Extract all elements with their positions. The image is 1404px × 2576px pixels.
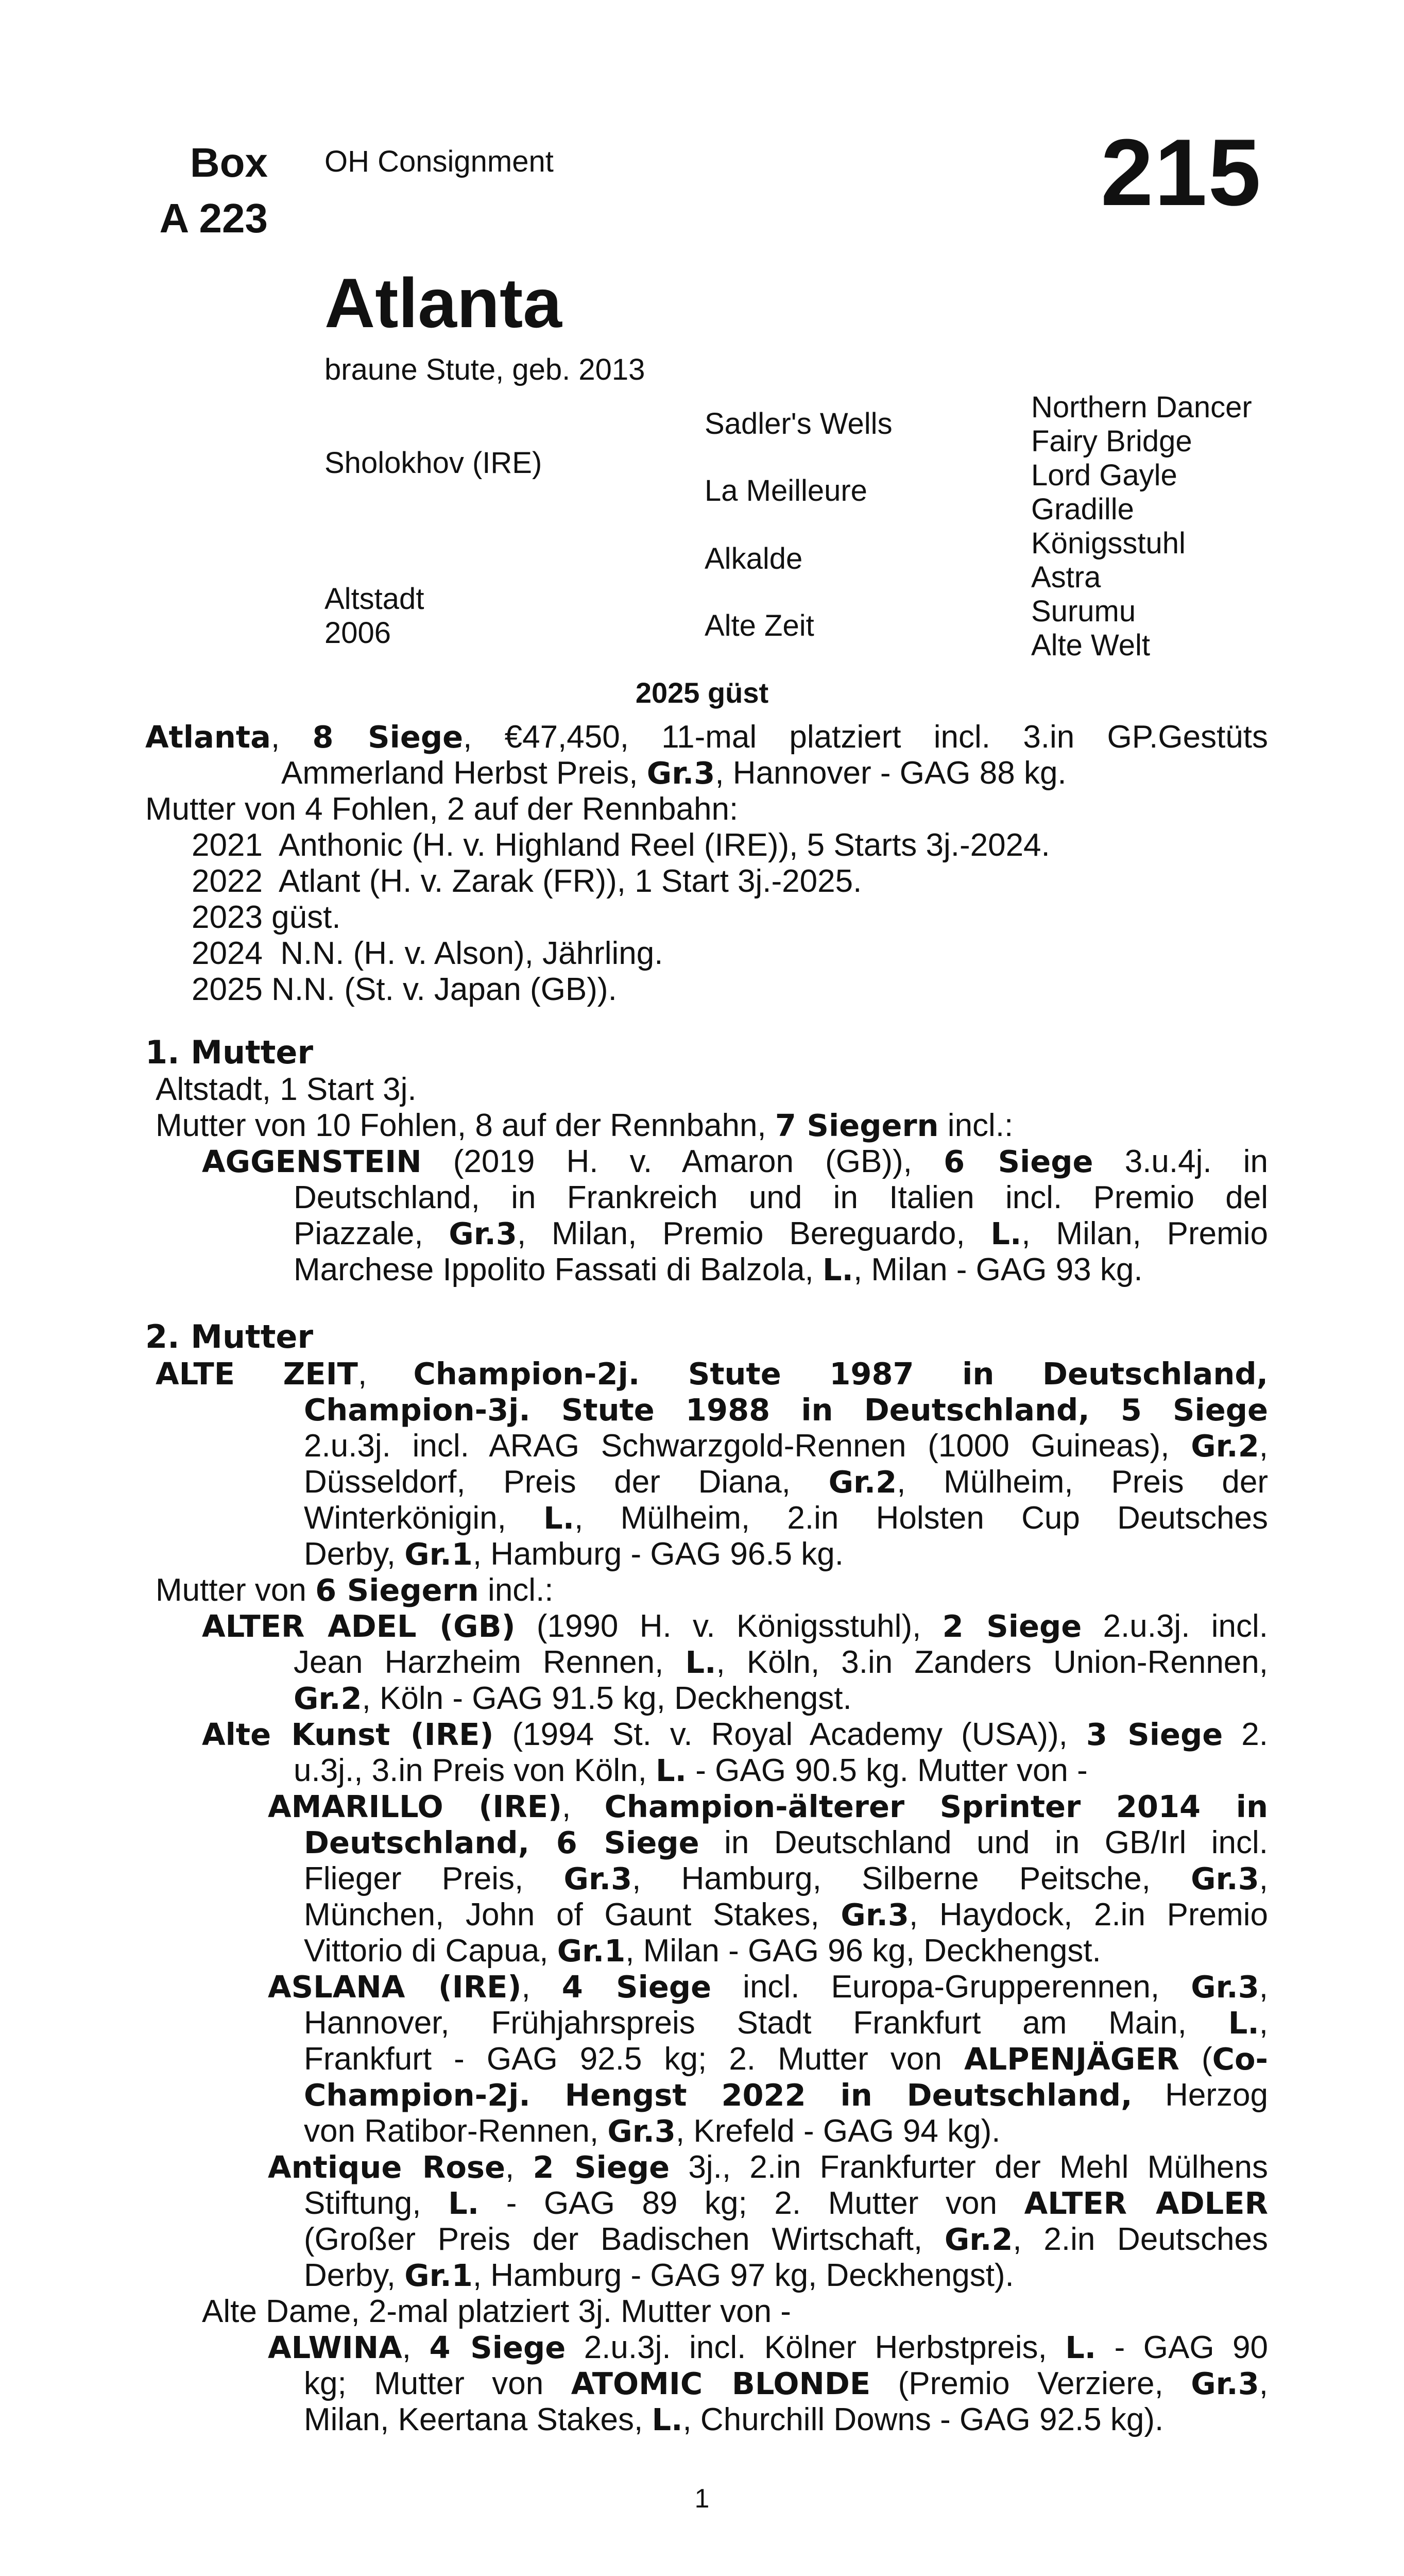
alte-kunst-line: u.3j., 3.in Preis von Köln, L. - GAG 90.5 kg. Mutter von - bbox=[294, 1753, 1088, 1788]
produce-intro: Mutter von 4 Fohlen, 2 auf der Rennbahn: bbox=[145, 791, 739, 827]
alte-zeit-line: Winterkönigin, L., Mülheim, 2.in Holsten Cup Deutsches bbox=[304, 1500, 1268, 1536]
aslana-line: Hannover, Frühjahrspreis Stadt Frankfurt am Main, L., bbox=[304, 2005, 1268, 2041]
box-label: Box bbox=[190, 140, 268, 185]
second-dam-mutter-von: Mutter von 6 Siegern incl.: bbox=[156, 1572, 554, 1608]
alte-zeit-line: Düsseldorf, Preis der Diana, Gr.2, Mülheim, Preis der bbox=[304, 1464, 1269, 1500]
horse-description: braune Stute, geb. 2013 bbox=[324, 353, 645, 386]
pedigree-grandparent: Alkalde bbox=[705, 542, 803, 575]
alwina-line: Milan, Keertana Stakes, L., Churchill Downs - GAG 92.5 kg). bbox=[304, 2402, 1164, 2437]
aggenstein-line: AGGENSTEIN (2019 H. v. Amaron (GB)), 6 Siege 3.u.4j. in bbox=[202, 1144, 1269, 1179]
produce-item: 2024 N.N. (H. v. Alson), Jährling. bbox=[192, 936, 663, 971]
second-dam-heading: 2. Mutter bbox=[145, 1318, 314, 1355]
alter-adel-line: Gr.2, Köln - GAG 91.5 kg, Deckhengst. bbox=[294, 1681, 852, 1716]
pedigree-grandparent: La Meilleure bbox=[705, 474, 867, 507]
pedigree-great-grandparent: Lord Gayle bbox=[1031, 459, 1177, 492]
aggenstein-line: Piazzale, Gr.3, Milan, Premio Bereguardo, L., Milan, Premio bbox=[294, 1216, 1268, 1251]
performance-line: Ammerland Herbst Preis, Gr.3, Hannover - GAG 88 kg. bbox=[281, 755, 1067, 791]
amarillo-line: AMARILLO (IRE), Champion-älterer Sprinter 2014 in bbox=[268, 1789, 1268, 1824]
alwina-line: ALWINA, 4 Siege 2.u.3j. incl. Kölner Herbstpreis, L. - GAG 90 bbox=[268, 2330, 1269, 2365]
alte-zeit-line: ALTE ZEIT, Champion-2j. Stute 1987 in Deutschland, bbox=[156, 1356, 1268, 1392]
amarillo-line: Deutschland, 6 Siege in Deutschland und in GB/Irl incl. bbox=[304, 1825, 1268, 1860]
horse-name: Atlanta bbox=[324, 264, 562, 342]
alte-zeit-line: Derby, Gr.1, Hamburg - GAG 96.5 kg. bbox=[304, 1536, 844, 1572]
aggenstein-line: Marchese Ippolito Fassati di Balzola, L., Milan - GAG 93 kg. bbox=[294, 1252, 1143, 1287]
pedigree-great-grandparent: Surumu bbox=[1031, 595, 1136, 628]
antique-rose-line: Stiftung, L. - GAG 89 kg; 2. Mutter von ALTER ADLER bbox=[304, 2185, 1269, 2221]
alwina-line: kg; Mutter von ATOMIC BLONDE (Premio Verziere, Gr.3, bbox=[304, 2366, 1268, 2401]
produce-item: 2022 Atlant (H. v. Zarak (FR)), 1 Start 3j.-2025. bbox=[192, 863, 862, 899]
amarillo-line: Flieger Preis, Gr.3, Hamburg, Silberne Peitsche, Gr.3, bbox=[304, 1861, 1268, 1896]
consignor: OH Consignment bbox=[324, 145, 554, 178]
pedigree-great-grandparent: Gradille bbox=[1031, 493, 1134, 526]
pedigree-dam-year: 2006 bbox=[324, 616, 391, 650]
lot-number: 215 bbox=[1101, 119, 1262, 225]
first-dam-line: Mutter von 10 Fohlen, 8 auf der Rennbahn, 7 Siegern incl.: bbox=[156, 1108, 1014, 1143]
pedigree-great-grandparent: Alte Welt bbox=[1031, 629, 1151, 662]
pedigree-great-grandparent: Astra bbox=[1031, 561, 1101, 594]
pedigree-great-grandparent: Königsstuhl bbox=[1031, 527, 1186, 560]
amarillo-line: Vittorio di Capua, Gr.1, Milan - GAG 96 kg, Deckhengst. bbox=[304, 1933, 1101, 1969]
box-label-block bbox=[144, 135, 268, 246]
first-dam-line: Altstadt, 1 Start 3j. bbox=[156, 1072, 417, 1107]
amarillo-line: München, John of Gaunt Stakes, Gr.3, Haydock, 2.in Premio bbox=[304, 1897, 1268, 1933]
antique-rose-line: Antique Rose, 2 Siege 3j., 2.in Frankfurter der Mehl Mülhens bbox=[268, 2149, 1268, 2185]
page-number: 1 bbox=[694, 2484, 710, 2514]
produce-item: 2023 güst. bbox=[192, 900, 341, 935]
pedigree-grandparent: Sadler's Wells bbox=[705, 407, 893, 440]
performance-line: Atlanta, 8 Siege, €47,450, 11-mal platziert incl. 3.in GP.Gestüts bbox=[145, 719, 1269, 755]
alter-adel-line: Jean Harzheim Rennen, L., Köln, 3.in Zanders Union-Rennen, bbox=[294, 1645, 1268, 1680]
alte-zeit-line: 2.u.3j. incl. ARAG Schwarzgold-Rennen (1000 Guineas), Gr.2, bbox=[304, 1428, 1268, 1464]
antique-rose-line: Derby, Gr.1, Hamburg - GAG 97 kg, Deckhengst). bbox=[304, 2258, 1014, 2293]
box-number: A 223 bbox=[159, 195, 268, 241]
pedigree-great-grandparent: Northern Dancer bbox=[1031, 391, 1252, 424]
produce-item: 2021 Anthonic (H. v. Highland Reel (IRE)), 5 Starts 3j.-2024. bbox=[192, 827, 1050, 863]
pedigree-dam-name: Altstadt bbox=[324, 582, 424, 616]
alte-kunst-line: Alte Kunst (IRE) (1994 St. v. Royal Academy (USA)), 3 Siege 2. bbox=[202, 1717, 1269, 1752]
alter-adel-line: ALTER ADEL (GB) (1990 H. v. Königsstuhl), 2 Siege 2.u.3j. incl. bbox=[202, 1608, 1268, 1644]
alte-dame-line: Alte Dame, 2-mal platziert 3j. Mutter von - bbox=[202, 2294, 791, 2329]
first-dam-heading: 1. Mutter bbox=[145, 1033, 314, 1071]
pedigree-sire: Sholokhov (IRE) bbox=[324, 446, 542, 480]
aslana-line: Champion-2j. Hengst 2022 in Deutschland, Herzog bbox=[304, 2077, 1268, 2113]
aslana-line: Frankfurt - GAG 92.5 kg; 2. Mutter von ALPENJÄGER (Co- bbox=[304, 2041, 1268, 2077]
aslana-line: ASLANA (IRE), 4 Siege incl. Europa-Grupperennen, Gr.3, bbox=[268, 1969, 1268, 2005]
status-2025: 2025 güst bbox=[635, 676, 769, 709]
pedigree-dam bbox=[324, 582, 424, 650]
produce-item: 2025 N.N. (St. v. Japan (GB)). bbox=[192, 972, 617, 1007]
pedigree-great-grandparent: Fairy Bridge bbox=[1031, 425, 1192, 458]
aslana-line: von Ratibor-Rennen, Gr.3, Krefeld - GAG 94 kg). bbox=[304, 2113, 1001, 2149]
antique-rose-line: (Großer Preis der Badischen Wirtschaft, Gr.2, 2.in Deutsches bbox=[304, 2222, 1268, 2257]
alte-zeit-line: Champion-3j. Stute 1988 in Deutschland, 5 Siege bbox=[304, 1392, 1268, 1428]
pedigree-grandparent: Alte Zeit bbox=[705, 609, 814, 642]
aggenstein-line: Deutschland, in Frankreich und in Italien incl. Premio del bbox=[294, 1180, 1268, 1215]
